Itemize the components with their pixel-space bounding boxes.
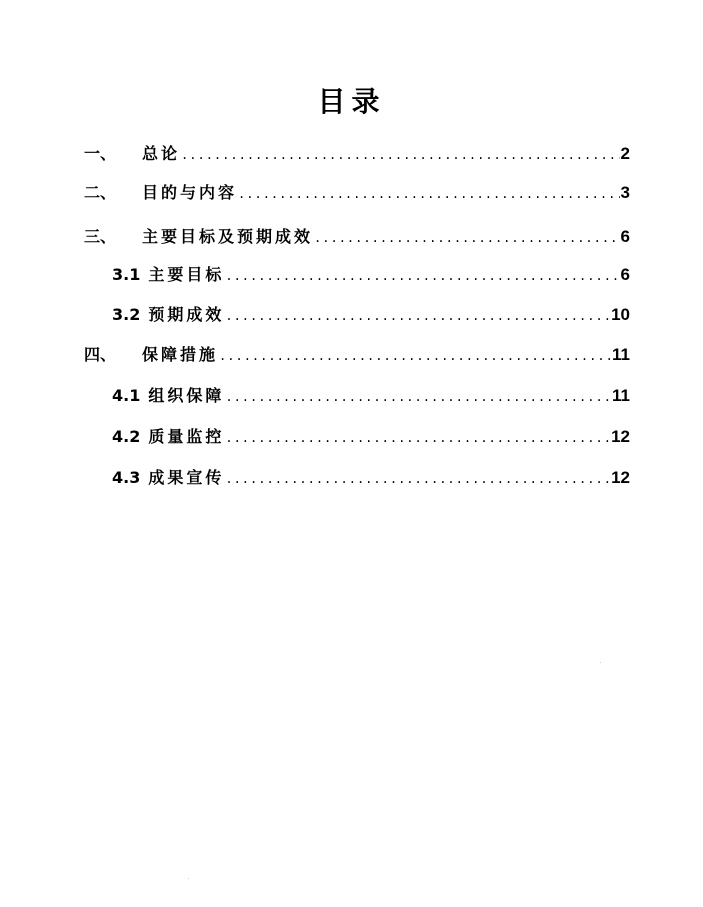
toc-entry-number: 4.2 [112,427,141,446]
toc-entry-page: 12 [611,468,630,487]
toc-entry-page: 11 [612,345,630,364]
toc-title: 目录 [317,85,386,118]
toc-entry-label: 组织保障 [148,386,225,405]
toc-entry-number: 三、 [84,227,117,246]
toc-entry-number: 3.2 [112,305,141,324]
toc-entry-label: 总论 [142,144,181,163]
toc-entry-number: 二、 [84,183,117,202]
toc-leader-dots [181,144,620,166]
toc-entry-quality-control[interactable] [112,426,630,448]
toc-leader-dots [225,265,619,287]
toc-entry-page: 12 [611,427,630,446]
toc-leader-dots [225,427,610,449]
toc-entry-number: 4.3 [112,468,141,487]
toc-leader-dots [219,345,611,367]
toc-entry-number: 3.1 [112,265,141,284]
toc-entry-purpose[interactable] [84,182,630,204]
toc-entry-goals[interactable] [84,226,630,248]
toc-leader-dots [238,183,620,205]
toc-leader-dots [314,227,620,249]
toc-leader-dots [225,468,610,490]
toc-entry-label: 主要目标及预期成效 [142,227,314,246]
toc-entry-page: 3 [620,183,630,202]
toc-entry-number: 一、 [84,144,117,163]
toc-entry-label: 预期成效 [148,305,225,324]
toc-entry-label: 保障措施 [142,345,219,364]
scan-speck [600,662,601,663]
toc-entry-label: 目的与内容 [142,183,238,202]
toc-leader-dots [225,305,610,327]
toc-leader-dots [225,386,611,408]
toc-entry-publicity[interactable] [112,467,630,489]
toc-entry-overview[interactable] [84,143,630,165]
toc-entry-organization[interactable] [112,385,630,407]
toc-entry-number: 四、 [84,345,117,364]
toc-entry-page: 6 [620,265,630,284]
toc-entry-label: 主要目标 [148,265,225,284]
toc-entry-page: 10 [611,305,630,324]
scan-speck [188,878,189,879]
toc-entry-label: 质量监控 [148,427,225,446]
toc-entry-page: 6 [620,227,630,246]
toc-entry-page: 2 [620,144,630,163]
toc-entry-expected-results[interactable] [112,304,630,326]
toc-entry-label: 成果宣传 [148,468,225,487]
toc-entry-safeguards[interactable] [84,344,630,366]
toc-entry-number: 4.1 [112,386,141,405]
toc-entry-page: 11 [612,386,630,405]
toc-entry-main-goals[interactable] [112,264,630,286]
